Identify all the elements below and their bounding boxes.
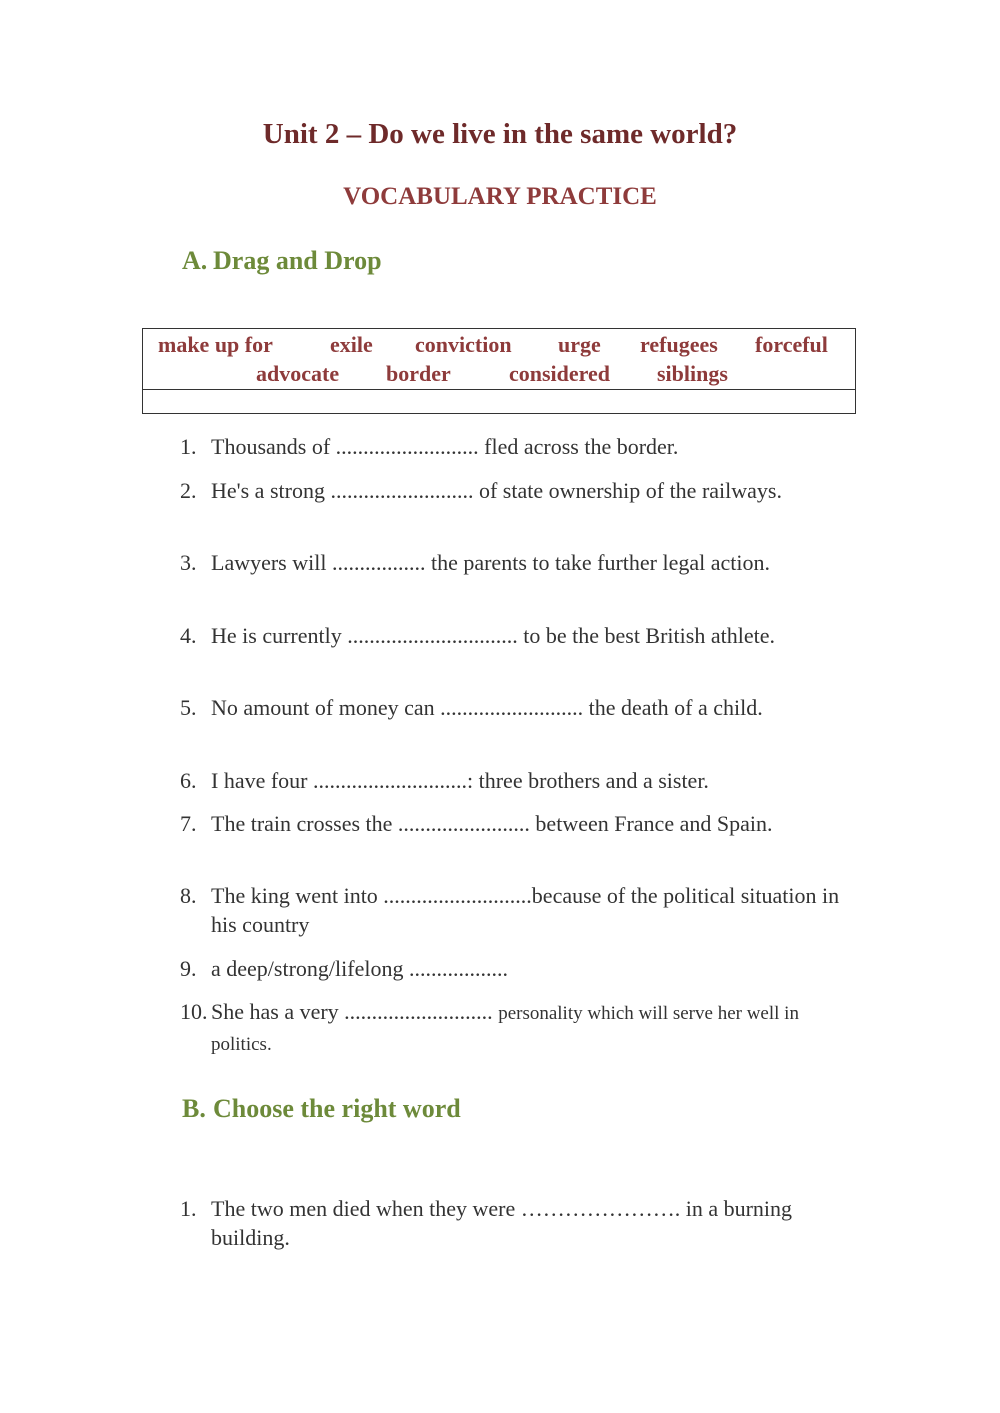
word-border[interactable]: border (386, 361, 451, 386)
section-a-letter: A. (182, 246, 208, 275)
word-advocate[interactable]: advocate (256, 361, 340, 386)
item-text: I have four ............................: three brothers and a sister. (211, 768, 709, 793)
section-a-label: Drag and Drop (213, 246, 382, 275)
section-b-label: Choose the right word (213, 1094, 461, 1123)
word-siblings[interactable]: siblings (657, 361, 728, 386)
exercise-a-item (180, 954, 860, 983)
exercise-a-item (180, 766, 860, 795)
page-subtitle: VOCABULARY PRACTICE (343, 183, 657, 210)
exercise-a-item (180, 621, 860, 650)
word-urge[interactable]: urge (558, 332, 601, 357)
word-make-up-for[interactable]: make up for (158, 332, 273, 357)
word-bank-words (143, 329, 855, 390)
item-number: 1. (180, 1196, 197, 1221)
exercise-a-item (180, 432, 860, 461)
item-number: 6. (180, 768, 197, 793)
item-number: 2. (180, 478, 197, 503)
word-exile[interactable]: exile (330, 332, 373, 357)
item-number: 3. (180, 550, 197, 575)
word-bank-drop-area[interactable] (143, 390, 855, 413)
item-number: 10. (180, 999, 208, 1024)
item-text: a deep/strong/lifelong .................. (211, 956, 508, 981)
section-b-heading (182, 1094, 461, 1124)
item-number: 9. (180, 956, 197, 981)
section-a-heading (182, 246, 382, 276)
item-text: No amount of money can .......................... the death of a child. (211, 695, 763, 720)
item-text-small: personality which will serve her well in politics. (211, 1003, 799, 1055)
item-text: Lawyers will ................. the parents to take further legal action. (211, 550, 770, 575)
item-number: 7. (180, 811, 197, 836)
word-bank (142, 328, 856, 414)
word-conviction[interactable]: conviction (415, 332, 512, 357)
exercise-a-item (180, 693, 860, 722)
word-forceful[interactable]: forceful (755, 332, 828, 357)
exercise-a-item (180, 997, 860, 1059)
item-text: Thousands of .......................... fled across the border. (211, 434, 679, 459)
item-text (211, 997, 860, 1059)
item-text: He is currently ............................... to be the best British athlete. (211, 623, 775, 648)
word-considered[interactable]: considered (509, 361, 611, 386)
item-text: He's a strong .......................... of state ownership of the railways. (211, 478, 782, 503)
item-number: 5. (180, 695, 197, 720)
item-text: The train crosses the ........................ between France and Spain. (211, 811, 773, 836)
exercise-b-item (180, 1194, 860, 1252)
exercise-a-item (180, 476, 860, 505)
item-text: The two men died when they were …………………. in a burning building. (211, 1196, 793, 1250)
exercise-a-item (180, 548, 860, 577)
word-refugees[interactable]: refugees (640, 332, 718, 357)
exercise-a-item (180, 809, 860, 838)
item-number: 8. (180, 883, 197, 908)
exercise-a-item (180, 881, 860, 939)
section-b-letter: B. (182, 1094, 206, 1123)
item-text-main: She has a very ........................... (211, 999, 499, 1024)
item-number: 4. (180, 623, 197, 648)
item-text: The king went into ...........................because of the political situation in his country (211, 883, 840, 937)
item-number: 1. (180, 434, 197, 459)
page-title: Unit 2 – Do we live in the same world? (262, 118, 738, 150)
